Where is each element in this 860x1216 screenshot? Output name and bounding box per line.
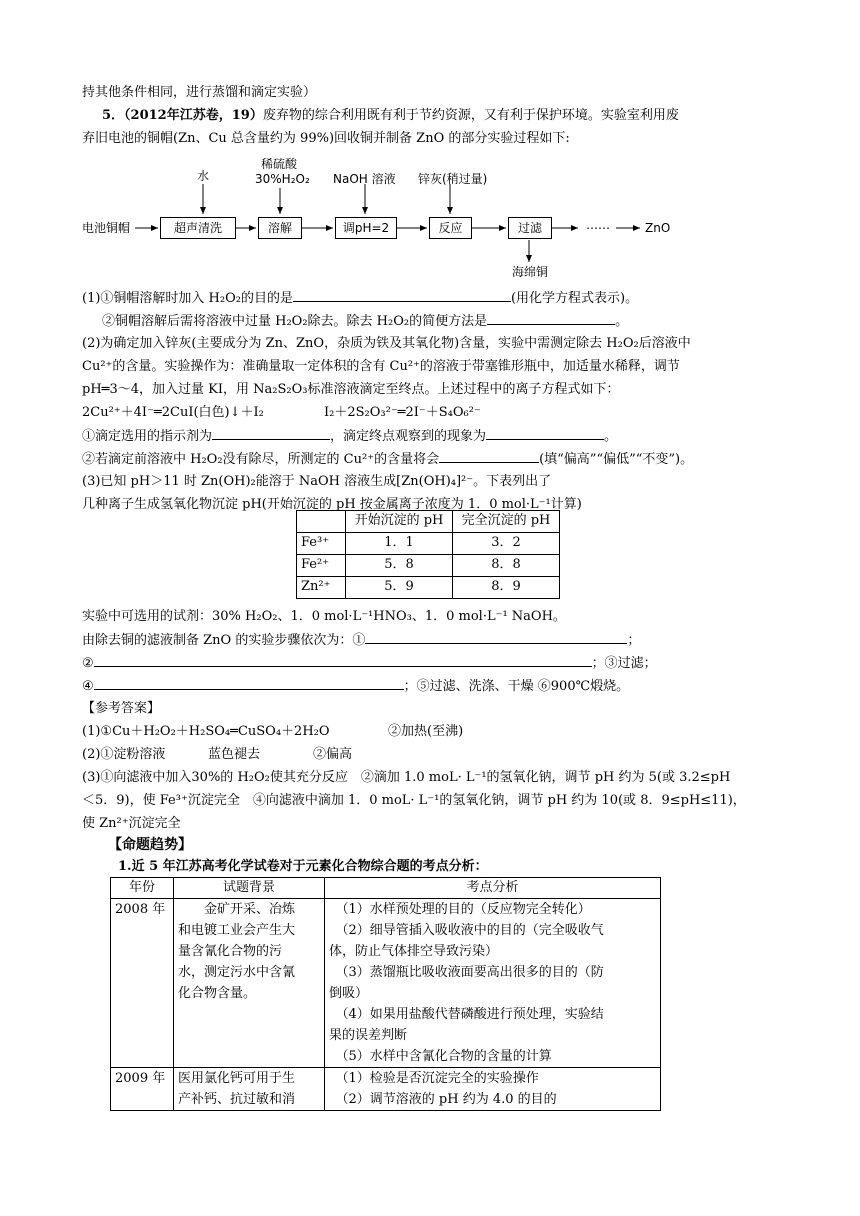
- steps-text: 由除去铜的滤液制备 ZnO 的实验步骤依次为：①: [82, 633, 366, 648]
- flow-step-adjust-ph: 调pH=2: [335, 217, 397, 239]
- header-year: 年份: [111, 878, 174, 899]
- analysis-table: [110, 877, 661, 1111]
- year-cell: 2008 年: [111, 899, 174, 1068]
- answer-1: (1)①Cu＋H₂O₂＋H₂SO₄═CuSO₄＋2H₂O: [82, 724, 330, 739]
- answer-blank[interactable]: [487, 312, 615, 325]
- question-3-line-2: 几种离子生成氢氧化物沉淀 pH(开始沉淀的 pH 按金属离子浓度为 1．0 mol·L⁻¹计算): [82, 497, 582, 512]
- question-2b-tail: (填“偏高”“偏低”“不变”)。: [539, 452, 694, 467]
- answer-1b: ②加热(至沸): [388, 724, 464, 739]
- ion-cell: Fe²⁺: [297, 555, 346, 577]
- reagent-h2o2: 30%H₂O₂: [255, 172, 310, 186]
- steps-text: ②: [82, 656, 94, 671]
- byproduct-sponge-copper: 海绵铜: [512, 265, 549, 279]
- point-line: （3）蒸馏瓶比吸收液面要高出很多的目的（防: [329, 965, 604, 980]
- point-line: （1）检验是否沉淀完全的实验操作: [329, 1071, 539, 1086]
- value-cell: 8．8: [453, 555, 560, 577]
- year-cell: 2009 年: [111, 1068, 174, 1111]
- points-cell: [325, 1068, 661, 1111]
- analysis-table-header: [111, 878, 661, 899]
- question-3-steps-2: [82, 654, 657, 674]
- ph-table-header-cell: 完全沉淀的 pH: [453, 511, 560, 533]
- background-line: 和电镀工业会产生大: [178, 923, 296, 938]
- flow-step-filter: 过滤: [508, 217, 552, 239]
- steps-tail: ；⑤过滤、洗涤、干燥 ⑥900℃煅烧。: [403, 679, 630, 694]
- answer-2: (2)①淀粉溶液: [82, 747, 166, 762]
- header-background: 试题背景: [174, 878, 325, 899]
- reagent-dilute-acid: 稀硫酸: [261, 157, 298, 171]
- question-3-steps-3: [82, 677, 629, 697]
- header-analysis: 考点分析: [325, 878, 661, 899]
- flow-step-ultrasonic-wash: 超声清洗: [160, 217, 236, 239]
- answer-2c: ②偏高: [313, 747, 353, 762]
- question-source: （2012年江苏卷，19）: [124, 108, 263, 123]
- background-cell: [174, 899, 325, 1068]
- question-2-line-1: (2)为确定加入锌灰(主要成分为 Zn、ZnO，杂质为铁及其氧化物)含量，实验中需测定除去 H₂O₂后溶液中: [82, 336, 691, 351]
- question-2a-tail: 。: [604, 429, 618, 444]
- question-3-steps-1: [82, 631, 640, 651]
- point-line: （2）细导管插入吸收液中的目的（完全吸收气: [329, 923, 604, 938]
- value-cell: 3．2: [453, 533, 560, 555]
- points-cell: [325, 899, 661, 1068]
- ph-table-row: [297, 533, 560, 555]
- answer-3-line-1: (3)①向滤液中加入30%的 H₂O₂使其充分反应 ②滴加 1.0 moL· L⁻¹的氢氧化钠，调节 pH 约为 5(或 3.2≤pH: [82, 770, 731, 785]
- question-2a: [82, 427, 617, 447]
- answer-3-line-3: 使 Zn²⁺沉淀完全: [82, 816, 181, 831]
- ion-cell: Zn²⁺: [297, 577, 346, 599]
- question-1a-tail: (用化学方程式表示)。: [510, 291, 639, 306]
- answer-blank[interactable]: [212, 427, 330, 440]
- answer-blank[interactable]: [439, 450, 539, 463]
- question-1b: [102, 312, 628, 332]
- question-5-intro-2: 弃旧电池的铜帽(Zn、Cu 总含量约为 99%)回收铜并制备 ZnO 的部分实验过程如下:: [82, 131, 570, 146]
- steps-tail: ；: [627, 633, 641, 648]
- question-1b-tail: 。: [615, 314, 629, 329]
- question-number: 5．: [102, 108, 125, 123]
- question-2b: [82, 450, 693, 470]
- answer-blank[interactable]: [94, 677, 404, 690]
- background-line: 化合物含量。: [178, 986, 257, 1001]
- point-line: 果的误差判断: [329, 1028, 408, 1043]
- value-cell: 8．9: [453, 577, 560, 599]
- point-line: （2）调节溶液的 pH 约为 4.0 的目的: [329, 1092, 557, 1107]
- answer-blank[interactable]: [486, 427, 604, 440]
- flow-step-dissolve: 溶解: [258, 217, 302, 239]
- point-line: （5）水样中含氰化合物的含量的计算: [329, 1049, 552, 1064]
- analysis-row-2008: [111, 899, 661, 1068]
- question-2b-text: ②若滴定前溶液中 H₂O₂没有除尽，所测定的 Cu²⁺的含量将会: [82, 452, 440, 467]
- question-intro: 废弃物的综合利用既有利于节约资源，又有利于保护环境。实验室利用废: [262, 108, 679, 123]
- ph-table-row: [297, 577, 560, 599]
- background-line: 金矿开采、冶炼: [178, 902, 296, 917]
- steps-text: ④: [82, 679, 94, 694]
- point-line: （4）如果用盐酸代替磷酸进行预处理，实验结: [329, 1007, 604, 1022]
- background-line: 水，测定污水中含氰: [178, 965, 296, 980]
- answer-blank[interactable]: [293, 289, 511, 302]
- point-line: （1）水样预处理的目的（反应物完全转化）: [329, 902, 591, 917]
- flow-arrows: [0, 0, 860, 300]
- answer-2b: 蓝色褪去: [208, 747, 261, 762]
- point-line: 倒吸）: [329, 986, 369, 1001]
- question-2a-mid: ，滴定终点观察到的现象为: [330, 429, 487, 444]
- equation-2: I₂＋2S₂O₃²⁻═2I⁻＋S₄O₆²⁻: [324, 405, 481, 420]
- point-line: 体，防止气体排空导致污染）: [329, 944, 499, 959]
- question-2-line-3: pH═3～4，加入过量 KI，用 Na₂S₂O₃标准溶液滴定至终点。上述过程中的离子方程式如下：: [82, 382, 620, 397]
- question-2-line-2: Cu²⁺的含量。实验操作为：准确量取一定体积的含有 Cu²⁺的溶液于带塞锥形瓶中，加适量水稀释，调节: [82, 359, 680, 374]
- flow-start: 电池铜帽: [82, 221, 131, 235]
- ph-table-header: [297, 511, 560, 533]
- question-3-reagents: 实验中可选用的试剂：30% H₂O₂、1．0 mol·L⁻¹HNO₃、1．0 mol·L⁻¹ NaOH。: [82, 609, 566, 624]
- reagent-water: 水: [197, 169, 210, 183]
- analysis-row-2009: [111, 1068, 661, 1111]
- reagent-naoh: NaOH 溶液: [333, 172, 396, 186]
- value-cell: 1．1: [346, 533, 453, 555]
- question-1a: [82, 289, 638, 309]
- ph-table-header-cell: 开始沉淀的 pH: [346, 511, 453, 533]
- answer-3-line-2: ＜5．9)，使 Fe³⁺沉淀完全 ④向滤液中滴加 1．0 moL· L⁻¹的氢氧化钠，调节 pH 约为 10(或 8．9≤pH≤11)，: [82, 793, 746, 808]
- background-line: 产补钙、抗过敏和消: [178, 1092, 296, 1107]
- ion-cell: Fe³⁺: [297, 533, 346, 555]
- question-2a-text: ①滴定选用的指示剂为: [82, 429, 213, 444]
- ph-table: [296, 510, 560, 599]
- value-cell: 5．9: [346, 577, 453, 599]
- answer-blank[interactable]: [94, 654, 592, 667]
- ph-table-row: [297, 555, 560, 577]
- equation-1: 2Cu²⁺＋4I⁻═2CuI(白色)↓＋I₂: [82, 405, 264, 420]
- flow-end-product: ZnO: [645, 221, 671, 235]
- trend-title: 【命题趋势】: [108, 837, 192, 853]
- answer-title: 【参考答案】: [82, 701, 161, 716]
- question-3-line-1: (3)已知 pH＞11 时 Zn(OH)₂能溶于 NaOH 溶液生成[Zn(OH)₄]²⁻。下表列出了: [82, 474, 552, 489]
- background-line: 医用氯化钙可用于生: [178, 1071, 296, 1086]
- reagent-zinc-ash: 锌灰(稍过量): [418, 172, 488, 186]
- background-line: 量含氰化合物的污: [178, 944, 283, 959]
- question-1b-text: ②铜帽溶解后需将溶液中过量 H₂O₂除去。除去 H₂O₂的简便方法是: [102, 314, 488, 329]
- answer-blank[interactable]: [365, 631, 627, 644]
- background-cell: [174, 1068, 325, 1111]
- ph-table-header-cell: [297, 511, 346, 533]
- steps-tail: ；③过滤；: [591, 656, 657, 671]
- value-cell: 5．8: [346, 555, 453, 577]
- question-1a-text: (1)①铜帽溶解时加入 H₂O₂的目的是: [82, 291, 293, 306]
- flow-ellipsis: ……: [586, 218, 610, 232]
- trend-subtitle: 1.近 5 年江苏高考化学试卷对于元素化合物综合题的考点分析：: [118, 859, 488, 874]
- flow-step-react: 反应: [429, 217, 472, 239]
- continued-line: 持其他条件相同，进行蒸馏和滴定实验）: [82, 85, 317, 100]
